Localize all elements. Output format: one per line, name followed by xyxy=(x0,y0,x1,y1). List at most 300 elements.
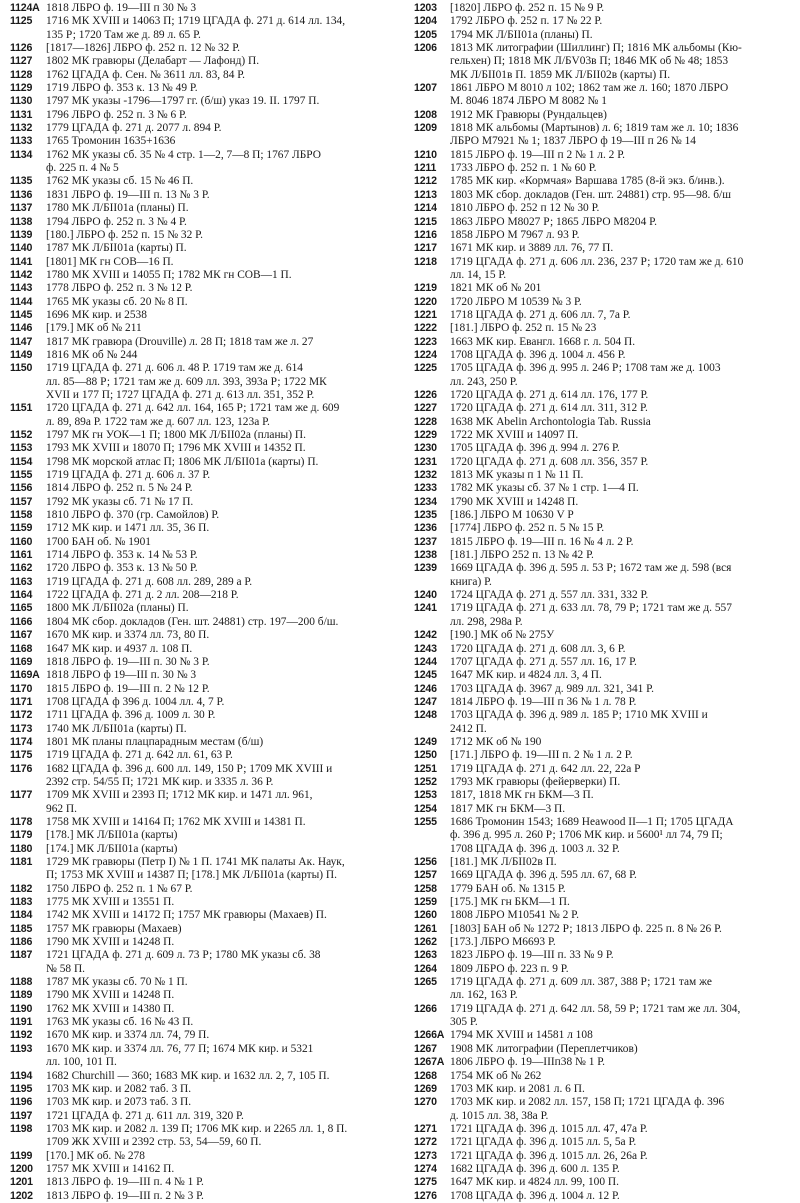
entry-text: 1703 ЦГАДА ф. 396 д. 989 л. 185 Р; 1710 МК XVIII и 2412 П. xyxy=(450,709,708,735)
entry-text: 1775 МК XVIII и 13551 П. xyxy=(46,896,175,909)
catalog-entry xyxy=(414,803,794,816)
entry-number: 1189 xyxy=(10,989,33,1002)
entry-number: 1152 xyxy=(10,429,33,441)
entry-number: 1147 xyxy=(10,335,33,348)
catalog-entry xyxy=(10,909,395,922)
catalog-entry xyxy=(414,429,794,442)
catalog-entry xyxy=(10,242,395,255)
catalog-entry xyxy=(414,669,794,682)
entry-text: 1814 ЛБРО ф. 252 п. 5 № 24 Р. xyxy=(46,482,193,495)
entry-number: 1262 xyxy=(414,936,437,949)
entry-number: 1176 xyxy=(10,762,33,775)
entry-number: 1251 xyxy=(414,762,437,775)
catalog-entry xyxy=(414,15,794,28)
entry-number: 1182 xyxy=(10,882,33,895)
entry-number: 1217 xyxy=(414,242,437,255)
entry-text: 1762 МК указы сб. 35 № 4 стр. 1—2, 7—8 П; 1767 ЛБРО ф. 225 п. 4 № 5 xyxy=(46,148,321,175)
catalog-entry xyxy=(414,683,794,696)
entry-text: 1831 ЛБРО ф. 19—III п. 13 № 3 Р. xyxy=(46,188,210,201)
catalog-entry xyxy=(10,175,395,188)
entry-text: 1708 ЦГАДА ф. 396 д. 1004 л. 12 Р. xyxy=(450,1189,620,1202)
catalog-entry xyxy=(414,869,794,882)
entry-text: [179.] МК об № 211 xyxy=(46,322,142,335)
entry-text: 1813 ЛБРО ф. 19—III п. 2 № 3 Р. xyxy=(46,1189,204,1202)
entry-number: 1169 xyxy=(10,655,33,668)
entry-number: 1252 xyxy=(414,775,437,788)
entry-number: 1130 xyxy=(10,95,33,108)
catalog-entry xyxy=(414,416,794,429)
catalog-entry xyxy=(414,1029,794,1042)
catalog-entry xyxy=(414,656,794,669)
entry-text: [170.] МК об. № 278 xyxy=(46,1149,145,1162)
entry-text: [181.] ЛБРО ф. 252 п. 15 № 23 xyxy=(450,322,597,335)
entry-text: [1817—1826] ЛБРО ф. 252 п. 12 № 32 Р. xyxy=(46,42,240,55)
catalog-entry xyxy=(10,643,395,656)
catalog-entry xyxy=(10,549,395,562)
entry-number: 1206 xyxy=(414,42,437,55)
catalog-entry xyxy=(10,322,395,335)
entry-number: 1164 xyxy=(10,589,33,602)
catalog-entry xyxy=(10,856,395,883)
entry-text: 1720 ЦГАДА ф. 271 д. 614 лл. 176, 177 Р. xyxy=(450,388,649,401)
entry-number: 1223 xyxy=(414,335,437,348)
entry-number: 1192 xyxy=(10,1029,33,1042)
entry-text: [181.] ЛБРО 252 п. 13 № 42 Р. xyxy=(450,549,594,562)
entry-number: 1140 xyxy=(10,242,33,255)
entry-text: 1762 МК указы сб. 15 № 46 П. xyxy=(46,175,194,188)
entry-number: 1212 xyxy=(414,175,437,188)
entry-text: 1809 ЛБРО ф. 223 п. 9 Р. xyxy=(450,962,569,975)
catalog-entry xyxy=(414,402,794,415)
catalog-entry xyxy=(10,683,395,696)
catalog-entry xyxy=(10,562,395,575)
entry-text: 1721 ЦГАДА ф. 396 д. 1015 лл. 26, 26а Р. xyxy=(450,1149,648,1162)
catalog-entry xyxy=(414,1176,794,1189)
catalog-entry xyxy=(10,55,395,68)
entry-number: 1201 xyxy=(10,1176,33,1189)
catalog-entry xyxy=(10,282,395,295)
entry-text: 1803 МК сбор. докладов (Ген. шт. 24881) стр. 95—98. б/ш xyxy=(450,188,731,201)
catalog-entry xyxy=(10,616,395,629)
catalog-entry xyxy=(414,883,794,896)
catalog-entry xyxy=(414,456,794,469)
entry-number: 1250 xyxy=(414,749,437,762)
entry-text: 1797 МК указы -1796—1797 гг. (б/ш) указ 19. II. 1797 П. xyxy=(46,95,320,108)
entry-number: 1238 xyxy=(414,549,437,562)
catalog-entry xyxy=(10,256,395,269)
entry-text: 1793 МК XVIII и 18070 П; 1796 МК XVIII и 14352 П. xyxy=(46,442,306,455)
entry-number: 1207 xyxy=(414,82,437,95)
catalog-entry xyxy=(10,1070,395,1083)
entry-text: [175.] МК гн БКМ—1 П. xyxy=(450,896,570,909)
entry-number: 1266А xyxy=(414,1029,445,1042)
catalog-entry xyxy=(414,936,794,949)
entry-number: 1225 xyxy=(414,362,437,375)
entry-number: 1227 xyxy=(414,402,437,415)
entry-text: 1779 БАН об. № 1315 Р. xyxy=(450,882,566,895)
entry-number: 1220 xyxy=(414,295,437,308)
entry-number: 1157 xyxy=(10,495,33,508)
entry-text: 1861 ЛБРО М 8010 л 102; 1862 там же л. 160; 1870 ЛБРО М. 8046 1874 ЛБРО М 8082 № 1 xyxy=(450,82,729,108)
catalog-entry xyxy=(10,629,395,642)
entry-number: 1243 xyxy=(414,642,437,655)
entry-number: 1215 xyxy=(414,215,437,228)
catalog-entry xyxy=(414,482,794,495)
entry-number: 1219 xyxy=(414,282,437,295)
entry-number: 1128 xyxy=(10,68,33,81)
catalog-entry xyxy=(10,923,395,936)
entry-text: 1810 ЛБРО ф. 370 (гр. Самойлов) Р. xyxy=(46,509,220,522)
entry-text: 1742 МК XVIII и 14172 П; 1757 МК гравюры (Махаев) П. xyxy=(46,909,327,922)
entry-number: 1168 xyxy=(10,642,33,655)
catalog-entry xyxy=(10,696,395,709)
entry-text: 1719 ЦГАДА ф. 271 д. 642 лл. 58, 59 Р; 1721 там же лл. 304, 305 Р. xyxy=(450,1002,741,1029)
entry-text: 1705 ЦГАДА ф. 396 д. 994 л. 276 Р. xyxy=(450,442,620,455)
catalog-entry xyxy=(414,1003,794,1030)
entry-number: 1185 xyxy=(10,922,33,935)
entry-text: 1670 МК кир. и 3374 лл. 76, 77 П; 1674 МК кир. и 5321 лл. 100, 101 П. xyxy=(46,1042,314,1069)
entry-text: 1719 ЦГАДА ф. 271 д. 606 л. 48 Р. 1719 там же д. 614 лл. 85—88 Р; 1721 там же д. 609 лл. 393, 393а Р; 1722 МК XVII и 177 П; 1727 ЦГАДА ф. 271 д. 613 лл. 351, 352 Р. xyxy=(46,362,327,401)
entry-text: 1858 ЛБРО М 7967 л. 93 Р. xyxy=(450,228,580,241)
catalog-entry xyxy=(414,629,794,642)
catalog-entry xyxy=(10,576,395,589)
catalog-entry xyxy=(414,589,794,602)
entry-number: 1167 xyxy=(10,629,33,642)
entry-text: 1802 МК гравюры (Делабарт — Лафонд) П. xyxy=(46,55,260,68)
catalog-entry xyxy=(10,1003,395,1016)
catalog-entry xyxy=(414,1163,794,1176)
entry-text: 1708 ЦГАДА ф. 396 д. 1004 л. 456 Р. xyxy=(450,348,626,361)
entry-text: 1780 МК Л/БII01а (планы) П. xyxy=(46,202,189,215)
entry-number: 1179 xyxy=(10,829,33,842)
entry-number: 1229 xyxy=(414,429,437,441)
entry-number: 1194 xyxy=(10,1069,33,1082)
entry-text: 1794 МК Л/БII01а (планы) П. xyxy=(450,28,593,41)
entry-number: 1253 xyxy=(414,789,437,802)
entry-number: 1247 xyxy=(414,695,437,708)
entry-text: 1663 МК кир. Евангл. 1668 г. л. 504 П. xyxy=(450,335,636,348)
entry-number: 1208 xyxy=(414,108,437,121)
catalog-entry xyxy=(10,763,395,790)
entry-number: 1153 xyxy=(10,442,33,455)
entry-number: 1142 xyxy=(10,268,33,281)
catalog-entry xyxy=(414,362,794,389)
entry-number: 1170 xyxy=(10,682,33,695)
catalog-entry xyxy=(414,816,794,856)
entry-number: 1136 xyxy=(10,188,33,201)
entry-text: 1707 ЦГАДА ф. 271 д. 557 лл. 16, 17 Р. xyxy=(450,655,637,668)
catalog-entry xyxy=(10,482,395,495)
catalog-entry xyxy=(10,1096,395,1109)
entry-text: 1740 МК Л/БII01а (карты) П. xyxy=(46,722,187,735)
entry-text: 1792 ЛБРО ф. 252 п. 17 № 22 Р. xyxy=(450,15,603,28)
entry-number: 1199 xyxy=(10,1149,33,1162)
entry-text: 1790 МК XVIII и 14248 П. xyxy=(450,495,579,508)
entry-text: 1794 ЛБРО ф. 252 п. 3 № 4 Р. xyxy=(46,215,187,228)
entry-text: 1801 МК планы плацпарадным местам (б/ш) xyxy=(46,735,264,748)
catalog-entry xyxy=(414,202,794,215)
catalog-entry xyxy=(414,963,794,976)
entry-number: 1144 xyxy=(10,295,33,308)
entry-text: 1712 МК об № 190 xyxy=(450,735,542,748)
entry-number: 1177 xyxy=(10,789,33,802)
entry-text: 1762 ЦГАДА ф. Сен. № 3611 лл. 83, 84 Р. xyxy=(46,68,245,81)
entry-text: 1765 Тромонин 1635+1636 xyxy=(46,135,176,148)
entry-number: 1240 xyxy=(414,589,437,602)
entry-text: 1720 ЦГАДА ф. 271 д. 642 лл. 164, 165 Р; 1721 там же д. 609 л. 89, 89а Р. 1722 там же д. 607 лл. 123, 123а Р. xyxy=(46,402,340,428)
catalog-entry xyxy=(10,336,395,349)
entry-number: 1241 xyxy=(414,602,437,615)
entry-text: 1814 ЛБРО ф. 19—III п 36 № 1 л. 78 Р. xyxy=(450,695,637,708)
entry-number: 1183 xyxy=(10,896,33,909)
entry-text: 1818 ЛБРО ф. 19—III п 30 № 3 xyxy=(46,2,197,14)
entry-number: 1187 xyxy=(10,949,33,962)
catalog-entry xyxy=(414,242,794,255)
catalog-entry xyxy=(10,1123,395,1150)
entry-number: 1256 xyxy=(414,856,437,868)
catalog-entry xyxy=(10,589,395,602)
entry-text: 1696 МК кир. и 2538 xyxy=(46,308,147,321)
entry-text: 1778 ЛБРО ф. 252 п. 3 № 12 Р. xyxy=(46,282,193,295)
entry-number: 1263 xyxy=(414,949,437,962)
catalog-entry xyxy=(414,949,794,962)
entry-number: 1222 xyxy=(414,322,437,335)
entry-text: 1682 ЦГАДА ф. 396 д. 600 л. 135 Р. xyxy=(450,1162,620,1175)
catalog-entry xyxy=(10,15,395,42)
catalog-entry xyxy=(414,162,794,175)
entry-text: 1700 БАН об. № 1901 xyxy=(46,535,152,548)
catalog-entry xyxy=(10,135,395,148)
entry-text: 1754 МК об № 262 xyxy=(450,1069,542,1082)
catalog-entry xyxy=(10,95,395,108)
entry-text: [180.] ЛБРО ф. 252 п. 15 № 32 Р. xyxy=(46,228,203,241)
catalog-entry xyxy=(414,789,794,802)
entry-text: 1813 МК литографии (Шиллинг) П; 1816 МК альбомы (Кю- гельхен) П; 1818 МК Л/БV03в П; 1846 МК об № 48; 1853 МК Л/БII01в П. 1859 МК Л/БII02в (карты) П. xyxy=(450,42,742,81)
catalog-entry xyxy=(414,216,794,229)
entry-text: 1722 ЦГАДА ф. 271 д. 2 лл. 208—218 Р. xyxy=(46,589,239,602)
entry-text: 1719 ЦГАДА ф. 271 д. 608 лл. 289, 289 а Р. xyxy=(46,575,253,588)
entry-text: 1750 ЛБРО ф. 252 п. 1 № 67 Р. xyxy=(46,882,193,895)
catalog-entry xyxy=(414,296,794,309)
catalog-entry xyxy=(10,469,395,482)
entry-text: 1821 МК об № 201 xyxy=(450,282,542,295)
entry-text: 1810 ЛБРО ф. 252 п 12 № 30 Р. xyxy=(450,202,600,215)
catalog-entry xyxy=(10,522,395,535)
entry-text: 1804 МК сбор. докладов (Ген. шт. 24881) стр. 197—200 б/ш. xyxy=(46,615,339,628)
catalog-entry xyxy=(10,1163,395,1176)
entry-text: 1719 ЦГАДА ф. 271 д. 642 лл. 22, 22а Р xyxy=(450,762,641,775)
entry-number: 1146 xyxy=(10,322,33,335)
entry-text: 1709 МК XVIII и 2393 П; 1712 МК кир. и 1471 лл. 961, 962 П. xyxy=(46,789,313,815)
entry-text: 1720 ЛБРО М 10539 № 3 Р. xyxy=(450,295,582,308)
catalog-entry xyxy=(10,1190,395,1203)
entry-number: 1230 xyxy=(414,442,437,455)
entry-number: 1267 xyxy=(414,1042,437,1055)
entry-number: 1245 xyxy=(414,669,437,682)
entry-number: 1204 xyxy=(414,15,437,28)
entry-number: 1154 xyxy=(10,455,33,468)
catalog-entry xyxy=(414,522,794,535)
entry-text: [1801] МК гн СОВ—16 П. xyxy=(46,255,174,268)
entry-text: 1647 МК кир. и 4824 лл. 99, 100 П. xyxy=(450,1176,619,1189)
entry-text: 1703 МК кир. и 2073 таб. 3 П. xyxy=(46,1096,192,1109)
entry-number: 1242 xyxy=(414,629,437,642)
entry-number: 1180 xyxy=(10,842,33,855)
entry-number: 1181 xyxy=(10,856,33,868)
catalog-entry xyxy=(414,1056,794,1069)
entry-number: 1267А xyxy=(414,1056,445,1069)
catalog-entry xyxy=(10,509,395,522)
entry-text: [178.] МК Л/БII01а (карты) xyxy=(46,829,178,842)
catalog-entry xyxy=(10,216,395,229)
catalog-entry xyxy=(414,602,794,629)
catalog-entry xyxy=(414,189,794,202)
catalog-entry xyxy=(10,829,395,842)
catalog-entry xyxy=(10,1083,395,1096)
entry-text: 1721 ЦГАДА ф. 271 д. 609 л. 73 Р; 1780 МК указы сб. 38 № 58 П. xyxy=(46,949,321,975)
catalog-entry xyxy=(10,1176,395,1189)
entry-number: 1235 xyxy=(414,509,437,522)
entry-number: 1249 xyxy=(414,735,437,748)
entry-number: 1126 xyxy=(10,42,33,55)
catalog-entry xyxy=(414,349,794,362)
entry-number: 1156 xyxy=(10,482,33,495)
entry-text: [174.] МК Л/БII01а (карты) xyxy=(46,842,178,855)
entry-number: 1198 xyxy=(10,1122,33,1135)
entry-number: 1184 xyxy=(10,909,33,922)
entry-number: 1124А xyxy=(10,2,40,14)
entry-number: 1257 xyxy=(414,869,437,882)
entry-number: 1161 xyxy=(10,549,33,562)
catalog-entry xyxy=(414,1043,794,1056)
catalog-entry xyxy=(414,1123,794,1136)
entry-number: 1271 xyxy=(414,1122,437,1135)
entry-text: 1817 МК гн БКМ—3 П. xyxy=(450,802,566,815)
entry-text: 1719 ЛБРО ф. 353 к. 13 № 49 Р. xyxy=(46,82,198,95)
entry-number: 1165 xyxy=(10,602,33,615)
entry-text: 1719 ЦГАДА ф. 271 д. 633 лл. 78, 79 Р; 1721 там же д. 557 лл. 298, 298а Р. xyxy=(450,602,732,628)
catalog-entry xyxy=(10,202,395,215)
catalog-entry xyxy=(414,2,794,15)
catalog-entry xyxy=(414,322,794,335)
entry-number: 1276 xyxy=(414,1189,437,1202)
entry-text: 1703 МК кир. и 2082 таб. 3 П. xyxy=(46,1082,192,1095)
entry-number: 1139 xyxy=(10,228,33,241)
entry-text: 1711 ЦГАДА ф. 396 д. 1009 л. 30 Р. xyxy=(46,709,216,722)
catalog-entry xyxy=(414,1150,794,1163)
entry-number: 1173 xyxy=(10,722,33,735)
entry-number: 1246 xyxy=(414,682,437,695)
catalog-entry xyxy=(10,843,395,856)
catalog-entry xyxy=(10,976,395,989)
catalog-entry xyxy=(414,923,794,936)
catalog-entry xyxy=(414,442,794,455)
catalog-entry xyxy=(414,1190,794,1203)
catalog-entry xyxy=(414,229,794,242)
entry-text: 1794 МК XVIII и 14581 л 108 xyxy=(450,1029,593,1042)
entry-text: 1719 ЦГАДА ф. 271 д. 606 л. 37 Р. xyxy=(46,469,211,482)
catalog-entry xyxy=(10,816,395,829)
catalog-entry xyxy=(10,362,395,402)
entry-number: 1272 xyxy=(414,1136,437,1149)
catalog-entry xyxy=(414,1070,794,1083)
entry-text: 1671 МК кир. и 3889 лл. 76, 77 П. xyxy=(450,242,614,255)
entry-text: 1733 ЛБРО ф. 252 п. 1 № 60 Р. xyxy=(450,162,597,175)
catalog-entry xyxy=(414,536,794,549)
entry-number: 1149 xyxy=(10,348,33,361)
entry-number: 1269 xyxy=(414,1082,437,1095)
catalog-entry xyxy=(10,896,395,909)
entry-number: 1266 xyxy=(414,1002,437,1015)
catalog-entry xyxy=(10,749,395,762)
entry-text: 1806 ЛБРО ф. 19—IIIп38 № 1 Р. xyxy=(450,1056,606,1069)
catalog-entry xyxy=(414,469,794,482)
entry-number: 1203 xyxy=(414,2,437,14)
entry-text: 1817, 1818 МК гн БКМ—3 П. xyxy=(450,789,594,802)
catalog-entry xyxy=(414,29,794,42)
entry-text: 1647 МК кир. и 4937 л. 108 П. xyxy=(46,642,193,655)
entry-number: 1236 xyxy=(414,522,437,535)
catalog-entry xyxy=(10,269,395,282)
entry-text: [186.] ЛБРО М 10630 V Р xyxy=(450,509,574,522)
catalog-entry xyxy=(10,709,395,722)
entry-text: 1818 ЛБРО ф. 19—III п. 30 № 3 Р. xyxy=(46,655,210,668)
catalog-entry xyxy=(414,1136,794,1149)
catalog-entry xyxy=(10,1016,395,1029)
entry-text: 1815 ЛБРО ф. 19—III п. 16 № 4 л. 2 Р. xyxy=(450,535,634,548)
catalog-entry xyxy=(10,149,395,176)
entry-text: 1757 МК XVIII и 14162 П. xyxy=(46,1162,175,1175)
entry-number: 1175 xyxy=(10,749,33,762)
entry-text: [1803] БАН об № 1272 Р; 1813 ЛБРО ф. 225 п. 8 № 26 Р. xyxy=(450,922,722,935)
entry-number: 1224 xyxy=(414,348,437,361)
right-column xyxy=(414,2,794,1203)
entry-number: 1234 xyxy=(414,495,437,508)
entry-number: 1214 xyxy=(414,202,437,215)
catalog-entry xyxy=(10,122,395,135)
entry-number: 1258 xyxy=(414,882,437,895)
catalog-entry xyxy=(414,256,794,283)
entry-text: [190.] МК об № 275У xyxy=(450,629,555,642)
entry-text: 1719 ЦГАДА ф. 271 д. 609 лл. 387, 388 Р; 1721 там же лл. 162, 163 Р. xyxy=(450,976,712,1002)
entry-number: 1138 xyxy=(10,215,33,228)
catalog-entry xyxy=(414,389,794,402)
entry-number: 1274 xyxy=(414,1162,437,1175)
entry-number: 1131 xyxy=(10,108,33,121)
entry-text: 1818 ЛБРО ф 19—III п. 30 № 3 xyxy=(46,669,197,682)
entry-number: 1226 xyxy=(414,388,437,401)
entry-text: [1774] ЛБРО ф. 252 п. 5 № 15 Р. xyxy=(450,522,605,535)
entry-text: 1815 ЛБРО ф. 19—III п 2 № 1 л. 2 Р. xyxy=(450,148,625,161)
catalog-entry xyxy=(10,442,395,455)
left-column xyxy=(10,2,395,1203)
entry-text: 1669 ЦГАДА ф. 396 д. 595 лл. 67, 68 Р. xyxy=(450,869,637,882)
entry-number: 1218 xyxy=(414,255,437,268)
entry-text: 1787 МК Л/БII01а (карты) П. xyxy=(46,242,187,255)
catalog-entry xyxy=(414,309,794,322)
catalog-entry xyxy=(10,989,395,1002)
entry-number: 1171 xyxy=(10,695,33,708)
catalog-entry xyxy=(414,149,794,162)
entry-text: 1817 МК гравюра (Drouville) л. 28 П; 1818 там же л. 27 xyxy=(46,335,314,348)
entry-number: 1151 xyxy=(10,402,33,415)
entry-number: 1244 xyxy=(414,655,437,668)
entry-text: 1716 МК XVIII и 14063 П; 1719 ЦГАДА ф. 271 д. 614 лл. 134, 135 Р; 1720 Там же д. 89 л. 65 Р. xyxy=(46,15,346,41)
catalog-entry xyxy=(10,69,395,82)
catalog-entry xyxy=(10,349,395,362)
entry-text: 1763 МК указы сб. 16 № 43 П. xyxy=(46,1016,194,1029)
catalog-entry xyxy=(414,122,794,149)
